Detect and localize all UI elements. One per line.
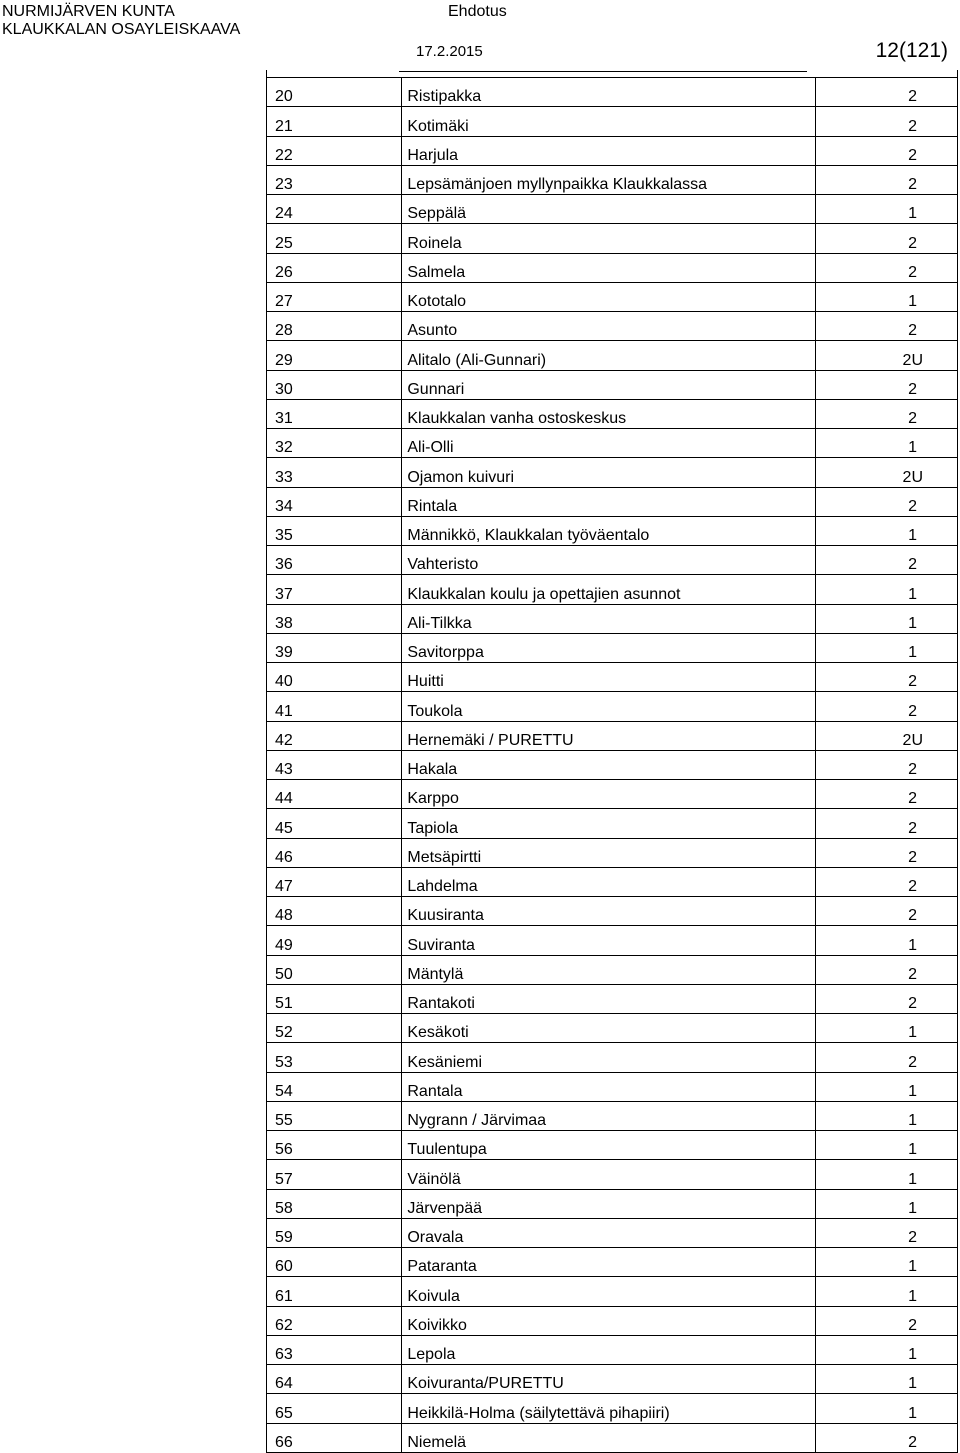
site-number: 41 (267, 692, 402, 721)
site-name: Nygrann / Järvimaa (402, 1101, 815, 1130)
table-row (267, 721, 958, 750)
site-class: 1 (815, 1335, 957, 1364)
site-class: 2 (815, 1306, 957, 1335)
site-class: 2 (815, 692, 957, 721)
site-class: 2 (815, 780, 957, 809)
site-number: 55 (267, 1101, 402, 1130)
plan-name: KLAUKKALAN OSAYLEISKAAVA (2, 21, 241, 38)
table-row (267, 1131, 958, 1160)
table-row (267, 1423, 958, 1452)
document-date: 17.2.2015 (416, 43, 483, 60)
table-row (267, 78, 958, 107)
site-class: 2 (815, 809, 957, 838)
table-row (267, 780, 958, 809)
table-row (267, 165, 958, 194)
site-name: Savitorppa (402, 633, 815, 662)
table-row (267, 107, 958, 136)
site-name: Koivula (402, 1277, 815, 1306)
site-class: 2 (815, 1218, 957, 1247)
table-row (267, 867, 958, 896)
site-class: 2 (815, 955, 957, 984)
site-number: 29 (267, 341, 402, 370)
document-status: Ehdotus (448, 3, 507, 20)
site-number: 58 (267, 1189, 402, 1218)
table-row (267, 1101, 958, 1130)
site-number: 57 (267, 1160, 402, 1189)
table-row (267, 955, 958, 984)
site-name: Gunnari (402, 370, 815, 399)
site-name: Vahteristo (402, 546, 815, 575)
table-row (267, 546, 958, 575)
site-name: Ali-Olli (402, 429, 815, 458)
site-number: 44 (267, 780, 402, 809)
site-name: Tapiola (402, 809, 815, 838)
table-row (267, 1335, 958, 1364)
table-row (267, 838, 958, 867)
site-class: 2 (815, 897, 957, 926)
site-number: 31 (267, 399, 402, 428)
site-name: Hernemäki / PURETTU (402, 721, 815, 750)
table-row (267, 1365, 958, 1394)
site-class: 1 (815, 1189, 957, 1218)
site-name: Huitti (402, 663, 815, 692)
site-class: 1 (815, 633, 957, 662)
site-name: Klaukkalan koulu ja opettajien asunnot (402, 575, 815, 604)
table-body (267, 78, 958, 1453)
site-class: 2 (815, 487, 957, 516)
site-name: Suviranta (402, 926, 815, 955)
site-class: 2 (815, 312, 957, 341)
site-number: 65 (267, 1394, 402, 1423)
site-number: 51 (267, 984, 402, 1013)
table-row (267, 282, 958, 311)
site-number: 21 (267, 107, 402, 136)
site-name: Heikkilä-Holma (säilytettävä pihapiiri) (402, 1394, 815, 1423)
site-number: 60 (267, 1248, 402, 1277)
site-name: Kesäniemi (402, 1043, 815, 1072)
site-name: Asunto (402, 312, 815, 341)
site-number: 45 (267, 809, 402, 838)
site-class: 2 (815, 750, 957, 779)
site-class: 1 (815, 604, 957, 633)
table-row (267, 224, 958, 253)
site-name: Lepsämänjoen myllynpaikka Klaukkalassa (402, 165, 815, 194)
site-name: Niemelä (402, 1423, 815, 1452)
table-row (267, 984, 958, 1013)
site-number: 49 (267, 926, 402, 955)
site-class: 1 (815, 1365, 957, 1394)
site-number: 23 (267, 165, 402, 194)
site-class: 2 (815, 165, 957, 194)
site-number: 63 (267, 1335, 402, 1364)
table-row (267, 487, 958, 516)
site-number: 59 (267, 1218, 402, 1247)
site-class: 2 (815, 136, 957, 165)
site-name: Rantala (402, 1072, 815, 1101)
site-name: Väinölä (402, 1160, 815, 1189)
site-class: 1 (815, 195, 957, 224)
site-name: Ristipakka (402, 78, 815, 107)
site-number: 35 (267, 516, 402, 545)
site-name: Metsäpirtti (402, 838, 815, 867)
site-name: Ali-Tilkka (402, 604, 815, 633)
site-class: 1 (815, 1248, 957, 1277)
site-class: 2 (815, 107, 957, 136)
site-name: Karppo (402, 780, 815, 809)
table-row (267, 1394, 958, 1423)
site-number: 53 (267, 1043, 402, 1072)
site-name: Kotimäki (402, 107, 815, 136)
site-name: Kototalo (402, 282, 815, 311)
site-name: Ojamon kuivuri (402, 458, 815, 487)
table-row (267, 1160, 958, 1189)
table-row (267, 1043, 958, 1072)
table-row (267, 253, 958, 282)
site-class: 2 (815, 838, 957, 867)
table-row (267, 1277, 958, 1306)
site-name: Koivuranta/PURETTU (402, 1365, 815, 1394)
site-number: 34 (267, 487, 402, 516)
site-class: 2 (815, 78, 957, 107)
site-number: 37 (267, 575, 402, 604)
site-class: 2U (815, 458, 957, 487)
site-number: 54 (267, 1072, 402, 1101)
site-name: Järvenpää (402, 1189, 815, 1218)
site-name: Koivikko (402, 1306, 815, 1335)
site-class: 1 (815, 575, 957, 604)
site-class: 2 (815, 253, 957, 282)
table-row (267, 195, 958, 224)
site-number: 20 (267, 78, 402, 107)
site-class: 1 (815, 1014, 957, 1043)
heritage-sites-table (266, 77, 958, 1453)
site-class: 1 (815, 1277, 957, 1306)
site-number: 47 (267, 867, 402, 896)
table-row (267, 1218, 958, 1247)
site-number: 24 (267, 195, 402, 224)
site-number: 48 (267, 897, 402, 926)
table-row (267, 809, 958, 838)
site-number: 32 (267, 429, 402, 458)
table-row (267, 633, 958, 662)
table-row (267, 1014, 958, 1043)
site-number: 38 (267, 604, 402, 633)
site-class: 2 (815, 370, 957, 399)
site-number: 25 (267, 224, 402, 253)
site-name: Salmela (402, 253, 815, 282)
site-number: 22 (267, 136, 402, 165)
table-row (267, 692, 958, 721)
site-number: 26 (267, 253, 402, 282)
site-class: 2 (815, 867, 957, 896)
site-class: 1 (815, 1101, 957, 1130)
site-name: Rantakoti (402, 984, 815, 1013)
site-class: 2 (815, 1043, 957, 1072)
site-name: Toukola (402, 692, 815, 721)
site-number: 43 (267, 750, 402, 779)
site-number: 40 (267, 663, 402, 692)
site-number: 62 (267, 1306, 402, 1335)
table-row (267, 663, 958, 692)
site-name: Mäntylä (402, 955, 815, 984)
site-name: Männikkö, Klaukkalan työväentalo (402, 516, 815, 545)
site-number: 61 (267, 1277, 402, 1306)
table-row (267, 516, 958, 545)
site-number: 66 (267, 1423, 402, 1452)
site-name: Kuusiranta (402, 897, 815, 926)
site-name: Lahdelma (402, 867, 815, 896)
table-row (267, 399, 958, 428)
site-name: Oravala (402, 1218, 815, 1247)
table-row (267, 1072, 958, 1101)
site-number: 42 (267, 721, 402, 750)
table-row (267, 1189, 958, 1218)
site-name: Rintala (402, 487, 815, 516)
site-class: 1 (815, 926, 957, 955)
table-row (267, 370, 958, 399)
site-class: 2 (815, 1423, 957, 1452)
table-row (267, 575, 958, 604)
table-row (267, 341, 958, 370)
site-name: Seppälä (402, 195, 815, 224)
site-name: Kesäkoti (402, 1014, 815, 1043)
table-row (267, 136, 958, 165)
site-class: 2 (815, 546, 957, 575)
site-class: 2 (815, 399, 957, 428)
table-row (267, 750, 958, 779)
site-name: Harjula (402, 136, 815, 165)
site-number: 56 (267, 1131, 402, 1160)
site-number: 64 (267, 1365, 402, 1394)
site-number: 39 (267, 633, 402, 662)
site-class: 1 (815, 429, 957, 458)
site-class: 2U (815, 721, 957, 750)
site-name: Lepola (402, 1335, 815, 1364)
site-class: 1 (815, 1394, 957, 1423)
site-number: 33 (267, 458, 402, 487)
site-name: Klaukkalan vanha ostoskeskus (402, 399, 815, 428)
site-name: Alitalo (Ali-Gunnari) (402, 341, 815, 370)
site-class: 1 (815, 1072, 957, 1101)
site-number: 28 (267, 312, 402, 341)
site-number: 27 (267, 282, 402, 311)
table-top-rule (399, 71, 807, 72)
site-class: 2 (815, 224, 957, 253)
site-class: 2 (815, 663, 957, 692)
table-row (267, 897, 958, 926)
site-class: 1 (815, 516, 957, 545)
site-number: 52 (267, 1014, 402, 1043)
site-class: 1 (815, 282, 957, 311)
table-row (267, 926, 958, 955)
site-class: 1 (815, 1160, 957, 1189)
table-row (267, 312, 958, 341)
site-name: Tuulentupa (402, 1131, 815, 1160)
site-class: 1 (815, 1131, 957, 1160)
site-number: 36 (267, 546, 402, 575)
table-row (267, 604, 958, 633)
page-number: 12(121) (875, 39, 948, 62)
site-name: Pataranta (402, 1248, 815, 1277)
site-number: 50 (267, 955, 402, 984)
table-row (267, 1306, 958, 1335)
site-class: 2U (815, 341, 957, 370)
table-row (267, 458, 958, 487)
table-row (267, 1248, 958, 1277)
site-number: 30 (267, 370, 402, 399)
table-row (267, 429, 958, 458)
site-number: 46 (267, 838, 402, 867)
site-class: 2 (815, 984, 957, 1013)
site-name: Hakala (402, 750, 815, 779)
site-name: Roinela (402, 224, 815, 253)
organization-name: NURMIJÄRVEN KUNTA (2, 3, 175, 20)
